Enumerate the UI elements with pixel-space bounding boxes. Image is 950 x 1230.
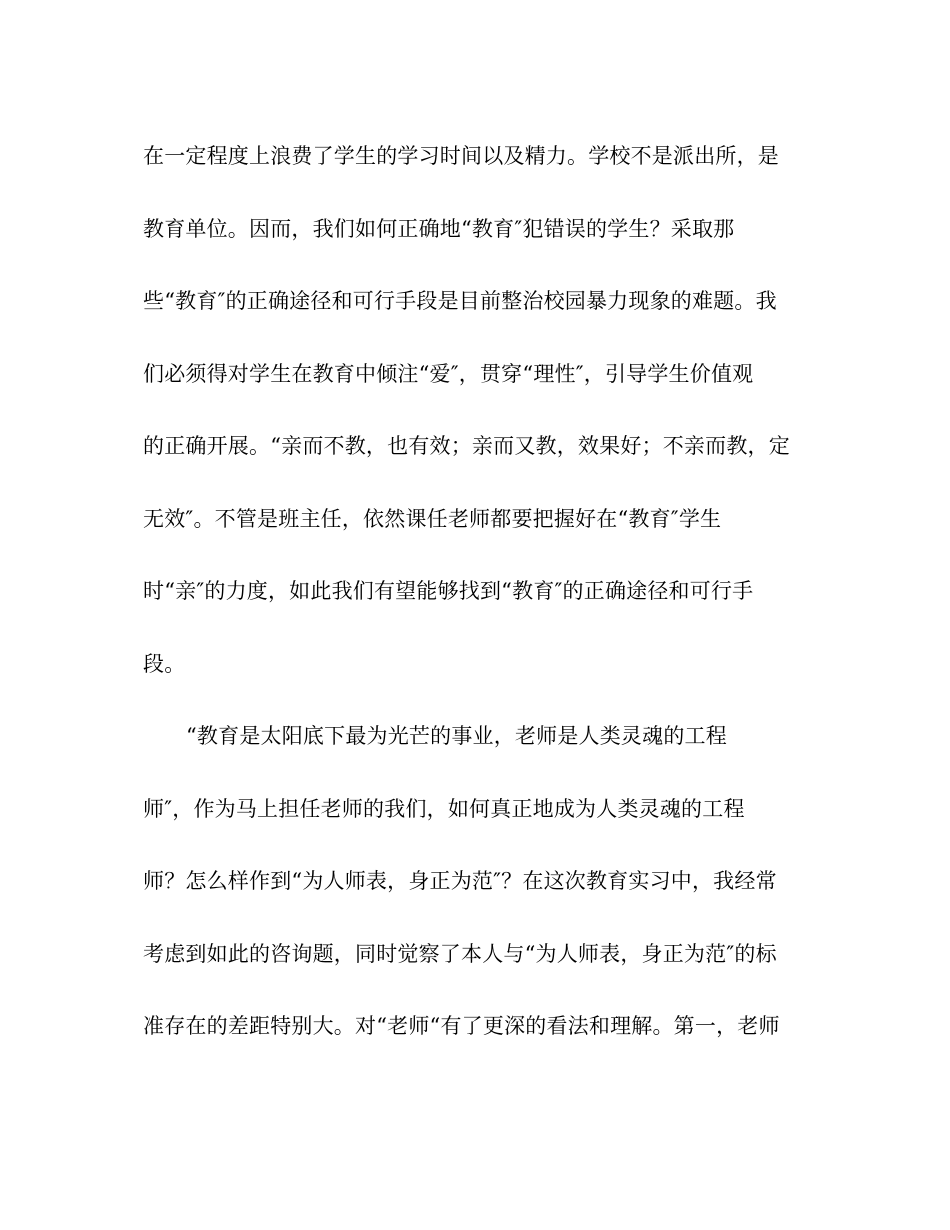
paragraph-line: 教育单位。因而，我们如何正确地“教育″犯错误的学生？采取那	[143, 217, 735, 241]
paragraph-line: “教育是太阳底下最为光芒的事业，老师是人类灵魂的工程	[186, 724, 727, 748]
paragraph-line: 师″，作为马上担任老师的我们，如何真正地成为人类灵魂的工程	[143, 797, 745, 821]
paragraph-line: 师？怎么样作到“为人师表，身正为范″？在这次教育实习中，我经常	[143, 869, 777, 893]
paragraph-line: 准存在的差距特别大。对“老师“有了更深的看法和理解。第一，老师	[143, 1014, 780, 1038]
paragraph-line: 些“教育″的正确途径和可行手段是目前整治校园暴力现象的难题。我	[143, 289, 777, 313]
paragraph-line: 考虑到如此的咨询题，同时觉察了本人与“为人师表，身正为范″的标	[143, 942, 777, 966]
paragraph-line: 无效″。不管是班主任，依然课任老师都要把握好在“教育″学生	[143, 507, 722, 531]
paragraph-line: 在一定程度上浪费了学生的学习时间以及精力。学校不是派出所，是	[143, 144, 779, 168]
paragraph-line: 的正确开展。“亲而不教，也有效；亲而又教，效果好；不亲而教，定	[143, 434, 790, 458]
paragraph-line: 们必须得对学生在教育中倾注“爱″，贯穿“理性″，引导学生价值观	[143, 362, 754, 386]
paragraph-line: 时“亲″的力度，如此我们有望能够找到“教育″的正确途径和可行手	[143, 579, 754, 603]
paragraph-line: 段。	[143, 652, 186, 676]
